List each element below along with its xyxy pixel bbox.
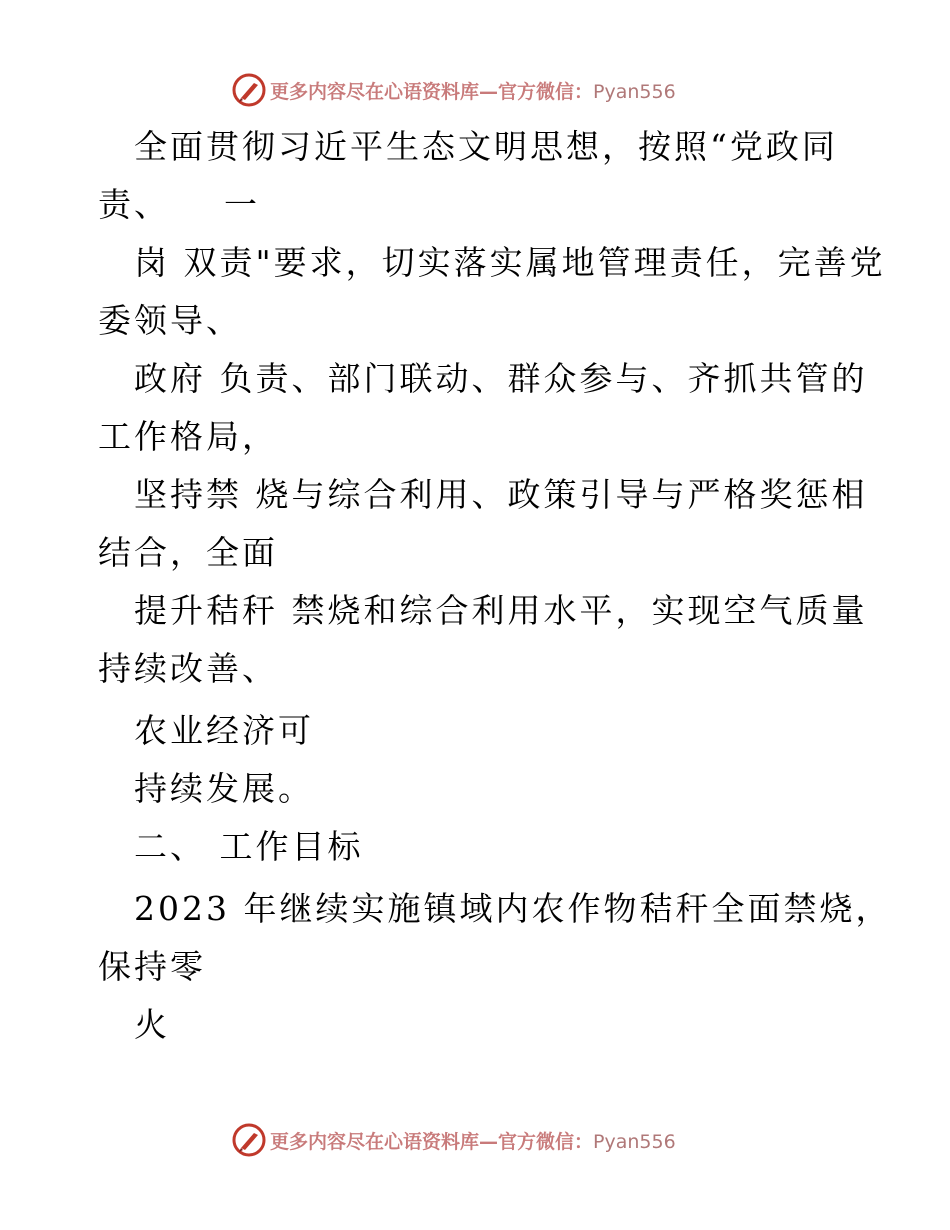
text-line: 持续改善、 xyxy=(98,649,278,688)
text-line: 2023 年继续实施镇域内农作物秸秆全面禁烧， xyxy=(134,889,892,928)
text-line: 坚持禁 烧与综合利用、政策引导与严格奖惩相 xyxy=(134,475,868,514)
section-heading: 二、 工作目标 xyxy=(134,827,364,866)
text-line: 保持零 xyxy=(98,947,206,986)
text-line: 结合，全面 xyxy=(98,533,278,572)
pen-logo-icon xyxy=(232,1123,266,1157)
text-line: 责、 一 xyxy=(98,185,260,224)
text-line: 持续发展。 xyxy=(134,769,314,808)
footer-watermark xyxy=(232,1122,732,1158)
watermark-text: 更多内容尽在心语资料库—官方微信：Pyan556 xyxy=(270,1130,676,1153)
text-line: 岗 双责"要求，切实落实属地管理责任，完善党 xyxy=(134,243,886,282)
text-line: 政府 负责、部门联动、群众参与、齐抓共管的 xyxy=(134,359,868,398)
text-line: 工作格局， xyxy=(98,417,278,456)
pen-logo-icon xyxy=(232,73,266,107)
text-line: 提升秸秆 禁烧和综合利用水平，实现空气质量 xyxy=(134,591,868,630)
header-watermark xyxy=(232,72,732,108)
text-line: 火 xyxy=(134,1005,170,1044)
text-line: 全面贯彻习近平生态文明思想，按照“党政同 xyxy=(134,127,838,166)
watermark-text: 更多内容尽在心语资料库—官方微信：Pyan556 xyxy=(270,80,676,103)
text-line: 农业经济可 xyxy=(134,711,314,750)
text-line: 委领导、 xyxy=(98,301,242,340)
